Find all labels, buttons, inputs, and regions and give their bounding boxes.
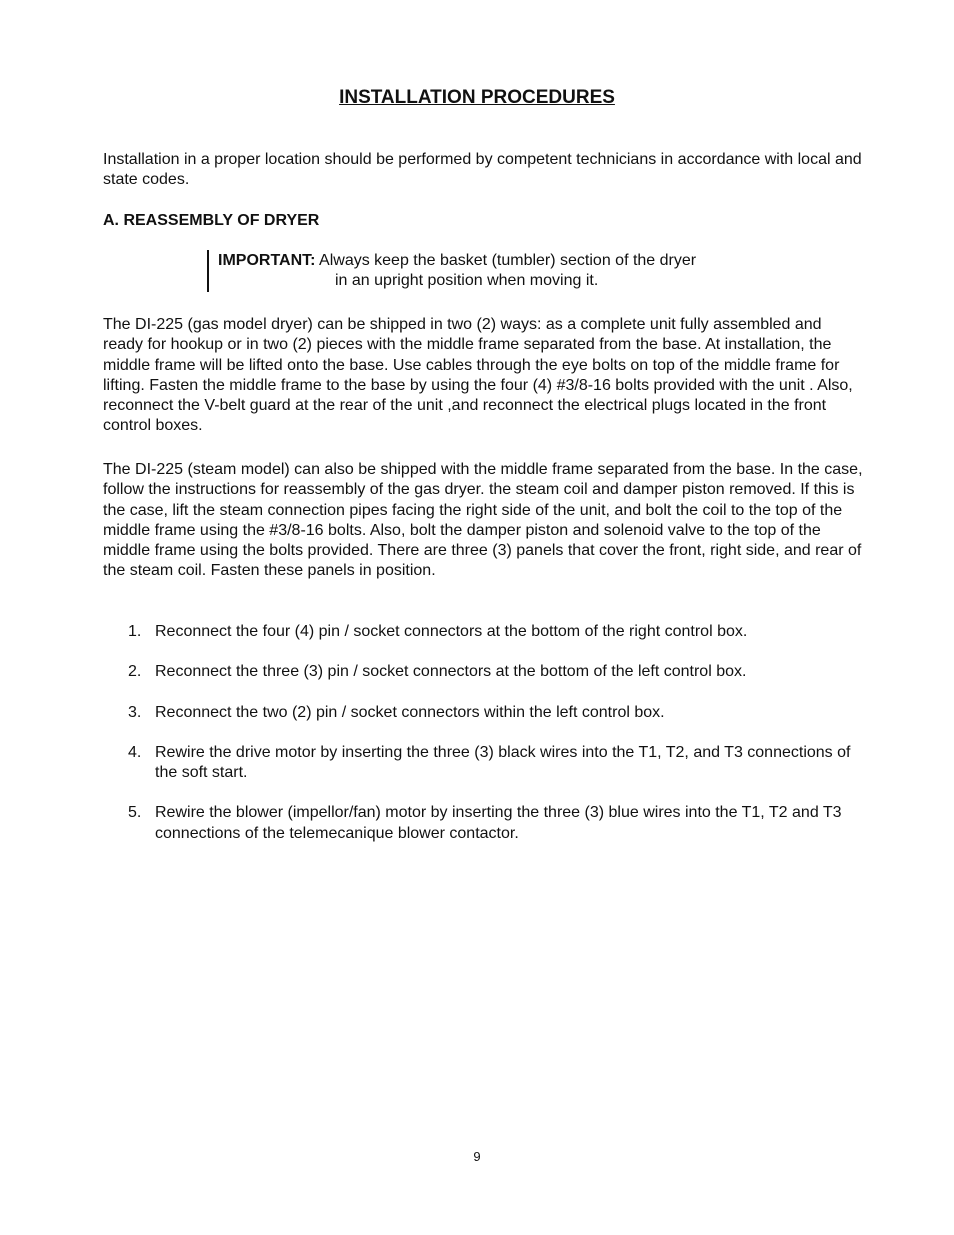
important-note-line-2: in an upright position when moving it. <box>335 272 599 289</box>
important-note <box>207 250 769 292</box>
list-item <box>103 743 863 784</box>
step-number: 1. <box>128 623 142 640</box>
intro-paragraph: Installation in a proper location should be performed by competent technicians in accordance with local and state codes. <box>103 151 862 189</box>
step-number: 3. <box>128 703 142 721</box>
important-note-line-1 <box>218 251 696 271</box>
page-title: INSTALLATION PROCEDURES <box>339 87 615 108</box>
important-label: IMPORTANT: <box>218 252 316 269</box>
reconnect-steps-list <box>103 622 863 864</box>
step-text: Rewire the blower (impellor/fan) motor by inserting the three (3) blue wires into the T1, T2 and T3 connections of the telemecanique blower contactor. <box>155 804 842 842</box>
step-number: 4. <box>128 743 142 761</box>
step-text: Reconnect the three (3) pin / socket connectors at the bottom of the left control box. <box>155 663 747 681</box>
step-text: Rewire the drive motor by inserting the three (3) black wires into the T1, T2, and T3 connections of the soft start. <box>155 743 851 782</box>
step-number: 5. <box>128 804 142 822</box>
important-text-1: Always keep the basket (tumbler) section of the dryer <box>315 252 697 269</box>
list-item <box>103 662 863 682</box>
list-item <box>103 703 863 723</box>
gas-model-paragraph: The DI-225 (gas model dryer) can be shipped in two (2) ways: as a complete unit fully assembled and ready for hookup or in two (2) pieces with the middle frame separated from the base. At installation, the middle frame will be lifted onto the base. Use cables through the eye bolts on top of the middle frame for lifting. Fasten the middle frame to the base by using the four (4) #3/8-16 bolts provided with the unit . Also, reconnect the V-belt guard at the rear of the unit ,and reconnect the electrical plugs located in the front control boxes. <box>103 316 853 435</box>
page-number: 9 <box>473 1149 481 1164</box>
section-heading: A. REASSEMBLY OF DRYER <box>103 212 320 229</box>
list-item <box>103 803 863 844</box>
step-text: Reconnect the two (2) pin / socket connectors within the left control box. <box>155 703 665 721</box>
steam-model-paragraph: The DI-225 (steam model) can also be shipped with the middle frame separated from the base. In the case, follow the instructions for reassembly of the gas dryer. the steam coil and damper piston removed. If this is the case, lift the steam connection pipes facing the right side of the unit, and bolt the coil to the top of the middle frame using the #3/8-16 bolts. Also, bolt the damper piston and solenoid valve to the top of the middle frame using the bolts provided. There are three (3) panels that cover the front, right side, and rear of the steam coil. Fasten these panels in position. <box>103 461 863 580</box>
list-item <box>103 622 863 642</box>
step-text: Reconnect the four (4) pin / socket connectors at the bottom of the right control box. <box>155 623 748 640</box>
step-number: 2. <box>128 663 142 681</box>
